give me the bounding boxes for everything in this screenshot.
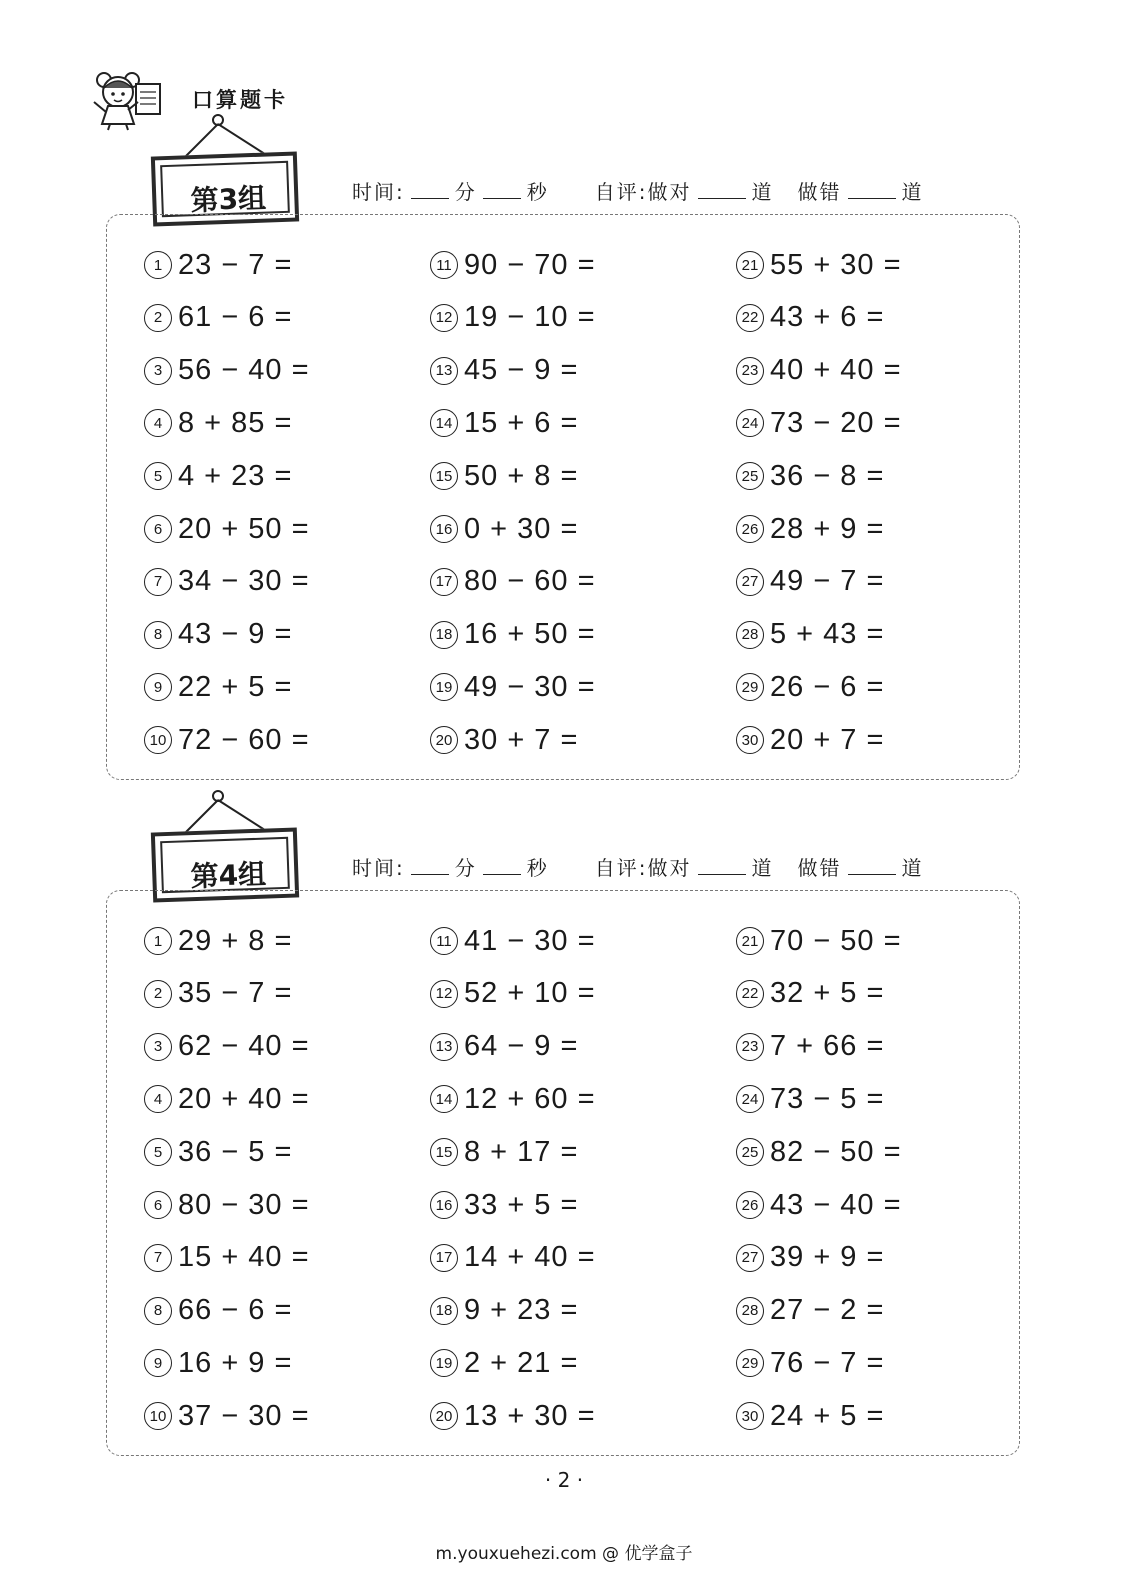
problem-item (144, 1343, 292, 1383)
problem-item (144, 720, 310, 760)
problem-item (144, 1132, 292, 1172)
problem-expression: 7 + 66 = (770, 1030, 885, 1063)
problem-item (144, 921, 292, 961)
problem-item (736, 456, 884, 496)
problem-item (736, 720, 884, 760)
problem-expression: 0 + 30 = (464, 512, 579, 545)
problem-expression: 29 + 8 = (178, 924, 293, 957)
wrong-label: 做错 (797, 856, 842, 880)
problem-expression: 61 − 6 = (178, 301, 293, 334)
problem-expression: 76 − 7 = (770, 1346, 885, 1379)
problem-expression: 19 − 10 = (464, 301, 596, 334)
problem-item (430, 1132, 578, 1172)
problem-expression: 62 − 40 = (178, 1030, 310, 1063)
problem-number: 4 (144, 1085, 172, 1113)
wrong-blank[interactable] (848, 180, 896, 199)
problem-expression: 36 − 5 = (178, 1135, 293, 1168)
problem-number: 12 (430, 980, 458, 1008)
second-label: 秒 (526, 180, 549, 204)
problem-number: 22 (736, 980, 764, 1008)
problem-item (430, 351, 578, 391)
frame-hanger-icon (176, 788, 276, 834)
self-eval-label: 自评:做对 (594, 856, 692, 880)
group-title: 第3组 (190, 181, 267, 218)
problem-expression: 27 − 2 = (770, 1294, 885, 1327)
problem-number: 17 (430, 1244, 458, 1272)
problem-number: 5 (144, 1138, 172, 1166)
problem-expression: 8 + 17 = (464, 1135, 579, 1168)
problem-item (144, 351, 310, 391)
time-label: 时间: (352, 180, 405, 204)
problem-number: 25 (736, 1138, 764, 1166)
problem-expression: 28 + 9 = (770, 512, 885, 545)
problem-item (144, 1185, 310, 1225)
problem-number: 22 (736, 304, 764, 332)
problem-number: 15 (430, 462, 458, 490)
problem-item (430, 1238, 596, 1278)
problem-number: 8 (144, 621, 172, 649)
problem-item (144, 1238, 310, 1278)
problem-expression: 5 + 43 = (770, 618, 885, 651)
problem-number: 3 (144, 357, 172, 385)
problem-number: 11 (430, 927, 458, 955)
minute-blank[interactable] (411, 180, 449, 199)
problem-number: 26 (736, 1191, 764, 1219)
problem-expression: 49 − 7 = (770, 565, 885, 598)
problem-number: 20 (430, 1402, 458, 1430)
problem-expression: 2 + 21 = (464, 1346, 579, 1379)
problem-item (430, 456, 578, 496)
problem-item (736, 615, 884, 655)
mascot-girl-icon (88, 66, 172, 132)
problem-item (736, 403, 902, 443)
problem-expression: 50 + 8 = (464, 459, 579, 492)
problem-item (144, 456, 292, 496)
problem-number: 19 (430, 673, 458, 701)
problem-number: 21 (736, 927, 764, 955)
problem-item (736, 351, 902, 391)
problem-item (736, 1238, 884, 1278)
problem-expression: 26 − 6 = (770, 670, 885, 703)
problem-number: 11 (430, 251, 458, 279)
problem-item (430, 509, 578, 549)
unit-label: 道 (901, 180, 924, 204)
time-eval-line (352, 176, 924, 205)
problem-number: 26 (736, 515, 764, 543)
problem-expression: 30 + 7 = (464, 723, 579, 756)
correct-blank[interactable] (698, 856, 746, 875)
problem-number: 10 (144, 1402, 172, 1430)
problem-expression: 36 − 8 = (770, 459, 885, 492)
problem-item (430, 1396, 596, 1436)
problem-number: 10 (144, 726, 172, 754)
problem-item (430, 1343, 578, 1383)
problem-item (430, 667, 596, 707)
problem-expression: 41 − 30 = (464, 924, 596, 957)
problem-expression: 72 − 60 = (178, 723, 310, 756)
problem-item (144, 1291, 292, 1331)
problem-expression: 40 + 40 = (770, 354, 902, 387)
problem-expression: 80 − 60 = (464, 565, 596, 598)
problem-expression: 23 − 7 = (178, 248, 293, 281)
problem-item (430, 974, 596, 1014)
problem-number: 4 (144, 409, 172, 437)
problem-item (736, 1132, 902, 1172)
problem-number: 24 (736, 409, 764, 437)
problem-number: 19 (430, 1349, 458, 1377)
problem-number: 21 (736, 251, 764, 279)
minute-blank[interactable] (411, 856, 449, 875)
problem-number: 2 (144, 980, 172, 1008)
problem-number: 9 (144, 673, 172, 701)
problem-expression: 49 − 30 = (464, 670, 596, 703)
problem-item (144, 615, 292, 655)
problem-expression: 39 + 9 = (770, 1241, 885, 1274)
problem-item (430, 562, 596, 602)
problem-expression: 35 − 7 = (178, 977, 293, 1010)
problem-expression: 33 + 5 = (464, 1188, 579, 1221)
self-eval-label: 自评:做对 (594, 180, 692, 204)
problem-item (736, 1027, 884, 1067)
problem-expression: 43 − 9 = (178, 618, 293, 651)
problem-expression: 82 − 50 = (770, 1135, 902, 1168)
problem-item (144, 667, 292, 707)
problem-number: 30 (736, 1402, 764, 1430)
problem-expression: 20 + 40 = (178, 1082, 310, 1115)
problem-item (430, 1185, 578, 1225)
problem-item (144, 298, 292, 338)
minute-label: 分 (454, 856, 477, 880)
problem-item (736, 509, 884, 549)
problem-expression: 9 + 23 = (464, 1294, 579, 1327)
problem-item (144, 1079, 310, 1119)
wrong-blank[interactable] (848, 856, 896, 875)
problem-expression: 15 + 6 = (464, 406, 579, 439)
problem-expression: 14 + 40 = (464, 1241, 596, 1274)
problem-item (144, 403, 292, 443)
problem-expression: 20 + 7 = (770, 723, 885, 756)
problem-expression: 64 − 9 = (464, 1030, 579, 1063)
page-title: 口算题卡 (192, 88, 288, 112)
problem-expression: 56 − 40 = (178, 354, 310, 387)
exercise-group (0, 816, 1128, 1466)
problem-expression: 24 + 5 = (770, 1399, 885, 1432)
time-eval-line (352, 852, 924, 881)
problem-expression: 16 + 9 = (178, 1346, 293, 1379)
problem-number: 15 (430, 1138, 458, 1166)
problem-number: 20 (430, 726, 458, 754)
problem-expression: 73 − 20 = (770, 406, 902, 439)
wrong-label: 做错 (797, 180, 842, 204)
problem-item (430, 245, 596, 285)
problem-item (430, 403, 578, 443)
problem-number: 30 (736, 726, 764, 754)
problem-number: 13 (430, 357, 458, 385)
group-title: 第4组 (190, 857, 267, 894)
problem-item (736, 1079, 884, 1119)
problem-expression: 37 − 30 = (178, 1399, 310, 1432)
problem-number: 7 (144, 1244, 172, 1272)
problem-number: 24 (736, 1085, 764, 1113)
problem-expression: 32 + 5 = (770, 977, 885, 1010)
problem-expression: 16 + 50 = (464, 618, 596, 651)
problem-expression: 66 − 6 = (178, 1294, 293, 1327)
problem-number: 23 (736, 357, 764, 385)
problem-number: 23 (736, 1033, 764, 1061)
problem-item (144, 974, 292, 1014)
problem-item (144, 562, 310, 602)
problem-expression: 43 + 6 = (770, 301, 885, 334)
problem-item (736, 1343, 884, 1383)
time-label: 时间: (352, 856, 405, 880)
problem-number: 13 (430, 1033, 458, 1061)
problem-item (144, 1027, 310, 1067)
problem-item (430, 921, 596, 961)
problem-expression: 22 + 5 = (178, 670, 293, 703)
problem-expression: 90 − 70 = (464, 248, 596, 281)
problem-number: 8 (144, 1297, 172, 1325)
problem-number: 12 (430, 304, 458, 332)
problem-number: 7 (144, 568, 172, 596)
problem-number: 17 (430, 568, 458, 596)
problem-number: 25 (736, 462, 764, 490)
unit-label: 道 (751, 180, 774, 204)
problem-number: 14 (430, 409, 458, 437)
problem-number: 18 (430, 1297, 458, 1325)
problem-expression: 73 − 5 = (770, 1082, 885, 1115)
unit-label: 道 (751, 856, 774, 880)
problem-expression: 55 + 30 = (770, 248, 902, 281)
problem-item (430, 1079, 596, 1119)
second-blank[interactable] (483, 180, 521, 199)
problem-item (736, 667, 884, 707)
problem-number: 29 (736, 1349, 764, 1377)
problem-number: 1 (144, 251, 172, 279)
page-number: · 2 · (544, 1468, 584, 1492)
problem-expression: 80 − 30 = (178, 1188, 310, 1221)
second-blank[interactable] (483, 856, 521, 875)
problem-number: 29 (736, 673, 764, 701)
exercise-group (0, 140, 1128, 790)
problem-expression: 13 + 30 = (464, 1399, 596, 1432)
problem-item (430, 615, 596, 655)
page-header (88, 66, 488, 132)
problem-item (736, 1396, 884, 1436)
problem-item (144, 1396, 310, 1436)
problem-number: 18 (430, 621, 458, 649)
problem-item (736, 562, 884, 602)
problem-expression: 52 + 10 = (464, 977, 596, 1010)
problem-item (430, 1291, 578, 1331)
problem-item (736, 974, 884, 1014)
problem-number: 16 (430, 1191, 458, 1219)
problem-expression: 4 + 23 = (178, 459, 293, 492)
problem-number: 6 (144, 1191, 172, 1219)
problem-number: 3 (144, 1033, 172, 1061)
problem-item (736, 1291, 884, 1331)
correct-blank[interactable] (698, 180, 746, 199)
problem-number: 16 (430, 515, 458, 543)
problem-number: 27 (736, 1244, 764, 1272)
problem-number: 9 (144, 1349, 172, 1377)
problem-number: 6 (144, 515, 172, 543)
problem-number: 1 (144, 927, 172, 955)
problem-item (736, 921, 902, 961)
problem-item (430, 720, 578, 760)
problem-number: 28 (736, 621, 764, 649)
second-label: 秒 (526, 856, 549, 880)
problem-expression: 70 − 50 = (770, 924, 902, 957)
problem-expression: 34 − 30 = (178, 565, 310, 598)
unit-label: 道 (901, 856, 924, 880)
problem-expression: 8 + 85 = (178, 406, 293, 439)
problem-item (144, 245, 292, 285)
problem-item (736, 245, 902, 285)
problem-number: 14 (430, 1085, 458, 1113)
problem-item (430, 1027, 578, 1067)
problem-expression: 20 + 50 = (178, 512, 310, 545)
problem-item (736, 1185, 902, 1225)
frame-hanger-icon (176, 112, 276, 158)
problem-item (430, 298, 596, 338)
problem-item (736, 298, 884, 338)
minute-label: 分 (454, 180, 477, 204)
footer-watermark: m.youxuehezi.com @ 优学盒子 (435, 1544, 693, 1564)
problem-expression: 12 + 60 = (464, 1082, 596, 1115)
problem-item (144, 509, 310, 549)
problem-expression: 15 + 40 = (178, 1241, 310, 1274)
problem-number: 27 (736, 568, 764, 596)
problem-expression: 45 − 9 = (464, 354, 579, 387)
problem-number: 5 (144, 462, 172, 490)
problem-number: 2 (144, 304, 172, 332)
problem-expression: 43 − 40 = (770, 1188, 902, 1221)
problem-number: 28 (736, 1297, 764, 1325)
